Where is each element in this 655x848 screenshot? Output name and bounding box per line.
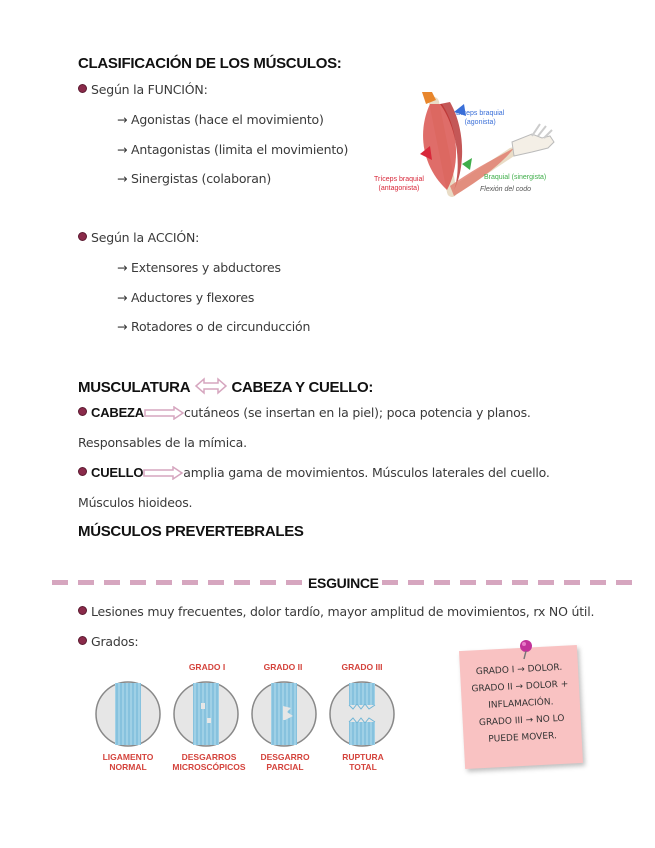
cabeza-text-2: Responsables de la mímica. xyxy=(78,435,247,450)
divider-left xyxy=(52,580,302,585)
accion-item: → Aductores y flexores xyxy=(117,290,255,305)
grade-desc-line: MICROSCÓPICOS xyxy=(172,762,246,772)
bullet-dot xyxy=(78,636,87,645)
ligament-svg xyxy=(95,678,400,750)
arm-muscles-illustration xyxy=(372,82,577,202)
cuello-label: CUELLO xyxy=(91,465,144,480)
right-arrow-icon xyxy=(143,466,183,480)
ligament-diagram xyxy=(95,678,400,750)
divider-right xyxy=(382,580,634,585)
double-arrow-icon xyxy=(194,377,228,395)
triceps-role: (antagonista) xyxy=(378,185,420,192)
title-musculatura: MUSCULATURA xyxy=(78,379,190,396)
funcion-item: → Agonistas (hace el movimiento) xyxy=(117,112,324,127)
cuello-text: amplia gama de movimientos. Músculos laterales del cuello. xyxy=(183,465,550,480)
grade-desc-line: PARCIAL xyxy=(266,762,304,772)
grade-label-1: GRADO I xyxy=(188,662,226,672)
accion-item: → Rotadores o de circunducción xyxy=(117,319,311,334)
esguince-text-1: Lesiones muy frecuentes, dolor tardío, mayor amplitud de movimientos, rx NO útil. xyxy=(91,604,595,619)
note-line: INFLAMACIÓN. xyxy=(487,697,554,711)
grade-desc-line: TOTAL xyxy=(349,762,377,772)
biceps-label xyxy=(456,109,504,127)
flexion-label: Flexión del codo xyxy=(480,186,531,193)
bullet-dot xyxy=(78,84,87,93)
cabeza-line xyxy=(78,405,531,420)
note-line: GRADO I → DOLOR. xyxy=(475,662,563,678)
grade-desc-line: NORMAL xyxy=(109,762,147,772)
accion-label: Según la ACCIÓN: xyxy=(91,230,200,245)
bullet-dot xyxy=(78,467,87,476)
grade-desc-partial xyxy=(252,752,318,772)
grade-desc-line: LIGAMENTO xyxy=(102,752,154,762)
braquial-label: Braquial (sinergista) xyxy=(484,174,547,181)
bullet-funcion xyxy=(78,82,208,97)
funcion-label: Según la FUNCIÓN: xyxy=(91,82,208,97)
bullet-dot xyxy=(78,232,87,241)
section-title-esguince: ESGUINCE xyxy=(308,575,379,591)
funcion-item: → Antagonistas (limita el movimiento) xyxy=(117,142,349,157)
note-line: PUEDE MOVER. xyxy=(488,731,558,745)
push-pin-icon xyxy=(516,638,536,664)
accion-item: → Extensores y abductores xyxy=(117,260,281,275)
bullet-dot xyxy=(78,606,87,615)
bullet-accion xyxy=(78,230,199,245)
note-line: GRADO III → NO LO xyxy=(478,713,565,729)
cuello-text-2: Músculos hioideos. xyxy=(78,495,193,510)
esguince-bullet-2 xyxy=(78,634,138,649)
grade-desc-line: DESGARRO xyxy=(260,752,310,762)
cabeza-label: CABEZA xyxy=(91,405,144,420)
cuello-line xyxy=(78,465,550,480)
section-title-clasificacion: CLASIFICACIÓN DE LOS MÚSCULOS: xyxy=(78,55,342,72)
biceps-name: Bíceps braquial xyxy=(456,110,505,117)
triceps-name: Tríceps braquial xyxy=(374,176,424,183)
funcion-item: → Sinergistas (colaboran) xyxy=(117,171,272,186)
bullet-dot xyxy=(78,407,87,416)
grade-desc-micro xyxy=(168,752,250,772)
section-title-prevertebrales: MÚSCULOS PREVERTEBRALES xyxy=(78,523,304,540)
title-cabeza-cuello: CABEZA Y CUELLO: xyxy=(231,379,374,396)
grade-label-2: GRADO II xyxy=(263,662,303,672)
grade-desc-line: RUPTURA xyxy=(342,752,384,762)
grade-desc-total xyxy=(330,752,396,772)
cabeza-text: cutáneos (se insertan en la piel); poca potencia y planos. xyxy=(183,405,531,420)
section-title-musculatura xyxy=(78,377,373,396)
note-line: GRADO II → DOLOR + xyxy=(471,679,569,695)
esguince-text-2: Grados: xyxy=(91,634,139,649)
grade-label-3: GRADO III xyxy=(341,662,383,672)
triceps-label xyxy=(374,175,424,193)
grade-desc-normal xyxy=(95,752,161,772)
biceps-role: (agonista) xyxy=(464,119,496,126)
grade-desc-line: DESGARROS xyxy=(181,752,237,762)
right-arrow-icon xyxy=(144,406,184,420)
esguince-bullet-1 xyxy=(78,604,594,619)
